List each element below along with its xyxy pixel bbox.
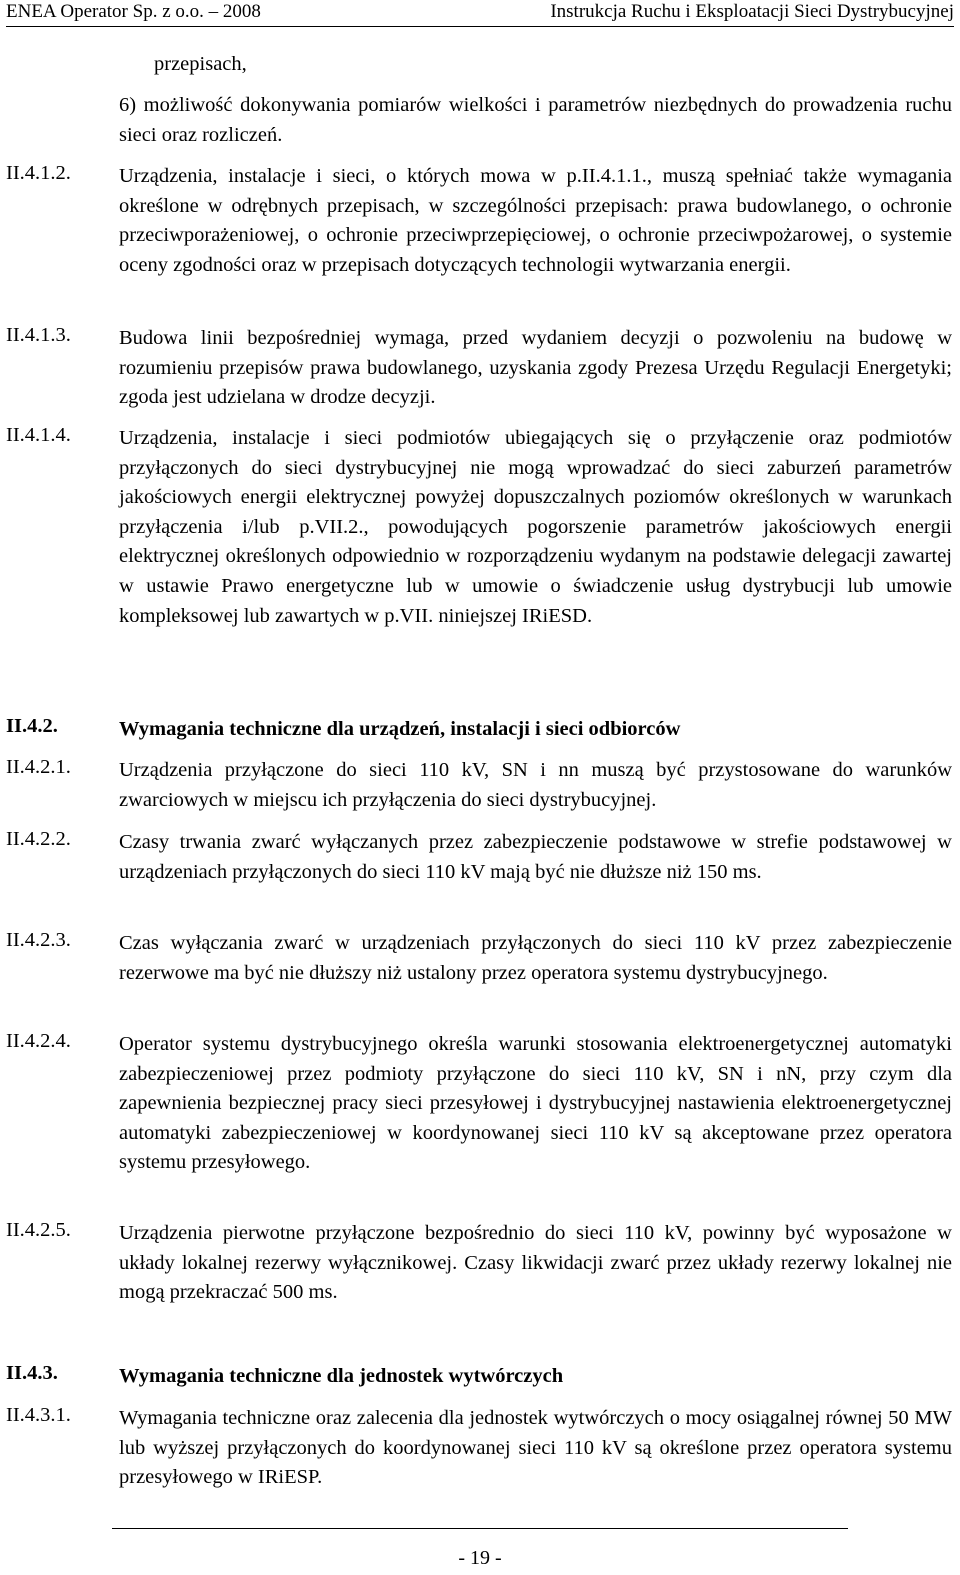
section-heading: Wymagania techniczne dla jednostek wytwórczych: [119, 1365, 564, 1387]
section-number: II.4.2.5.: [6, 1219, 71, 1241]
paragraph-text: Urządzenia przyłączone do sieci 110 kV, SN i nn muszą być przystosowane do warunków zwarciowych w miejscu ich przyłączenia do sieci dystrybucyjnej.: [119, 759, 952, 811]
section-heading: Wymagania techniczne dla urządzeń, instalacji i sieci odbiorców: [119, 718, 681, 740]
footer-divider: [112, 1528, 848, 1529]
paragraph-text: Czas wyłączania zwarć w urządzeniach przyłączonych do sieci 110 kV przez zabezpieczenie rezerwowe ma być nie dłuższy niż ustalony przez operatora systemu dystrybucyjnego.: [119, 932, 952, 984]
section-number: II.4.2.1.: [6, 756, 71, 778]
section-number: II.4.1.4.: [6, 424, 71, 446]
header-company: ENEA Operator Sp. z o.o. – 2008: [6, 1, 261, 22]
section-number: II.4.2.: [6, 715, 58, 737]
section-number: II.4.3.: [6, 1362, 58, 1384]
paragraph-text: 6) możliwość dokonywania pomiarów wielkości i parametrów niezbędnych do prowadzenia ruchu sieci oraz rozliczeń.: [119, 94, 952, 146]
section-number: II.4.2.3.: [6, 929, 71, 951]
section-number: II.4.2.4.: [6, 1030, 71, 1052]
section-number: II.4.3.1.: [6, 1404, 71, 1426]
paragraph-text: Czasy trwania zwarć wyłączanych przez zabezpieczenie podstawowe w strefie podstawowej w urządzeniach przyłączonych do sieci 110 kV mają być nie dłuższe niż 150 ms.: [119, 831, 952, 883]
paragraph-text: Budowa linii bezpośredniej wymaga, przed wydaniem decyzji o pozwoleniu na budowę w rozumieniu przepisów prawa budowlanego, uzyskania zgody Prezesa Urzędu Regulacji Energetyki; zgoda jest udzielana w drodze decyzji.: [119, 327, 952, 409]
section-number: II.4.1.2.: [6, 162, 71, 184]
paragraph-text: Wymagania techniczne oraz zalecenia dla jednostek wytwórczych o mocy osiągalnej równej 50 MW lub wyższej przyłączonych do koordynowanej sieci 110 kV są określone przez operatora systemu przesyłowego w IRiESP.: [119, 1407, 952, 1489]
page-number: - 19 -: [458, 1547, 502, 1569]
paragraph-text: Operator systemu dystrybucyjnego określa warunki stosowania elektroenergetycznej automatyki zabezpieczeniowej przez podmioty przyłączone do sieci 110 kV, SN i nN, przy czym dla zapewnienia bezpiecznej pracy sieci przesyłowej i dystrybucyjnej nastawienia elektroenergetycznej automatyki zabezpieczeniowej w koordynowanej sieci 110 kV są akceptowane przez operatora systemu przesyłowego.: [119, 1033, 952, 1174]
page-header: [6, 0, 954, 27]
paragraph-text: przepisach,: [154, 53, 247, 75]
section-number: II.4.2.2.: [6, 828, 71, 850]
header-document-title: Instrukcja Ruchu i Eksploatacji Sieci Dystrybucyjnej: [550, 1, 954, 22]
paragraph-text: Urządzenia, instalacje i sieci podmiotów ubiegających się o przyłączenie oraz podmiotów przyłączonych do sieci dystrybucyjnej nie mogą wprowadzać do sieci zaburzeń parametrów jakościowych energii elektrycznej powyżej dopuszczalnych poziomów określonych w warunkach przyłączenia i/lub p.VII.2., powodujących pogorszenie parametrów jakościowych energii elektrycznej określonych odpowiednio w rozporządzeniu wydanym na podstawie delegacji zawartej w ustawie Prawo energetyczne lub w umowie o świadczenie usług dystrybucji lub umowie kompleksowej lub zawartych w p.VII. niniejszej IRiESD.: [119, 427, 952, 627]
section-number: II.4.1.3.: [6, 324, 71, 346]
paragraph-text: Urządzenia pierwotne przyłączone bezpośrednio do sieci 110 kV, powinny być wyposażone w układy lokalnej rezerwy wyłącznikowej. Czasy likwidacji zwarć przez układy rezerwy lokalnej nie mogą przekraczać 500 ms.: [119, 1222, 952, 1304]
paragraph-text: Urządzenia, instalacje i sieci, o których mowa w p.II.4.1.1., muszą spełniać także wymagania określone w odrębnych przepisach, w szczególności przepisach: prawa budowlanego, o ochronie przeciwporażeniowej, o ochronie przeciwprzepięciowej, o ochronie przeciwpożarowej, o systemie oceny zgodności oraz w przepisach dotyczących technologii wytwarzania energii.: [119, 165, 952, 276]
